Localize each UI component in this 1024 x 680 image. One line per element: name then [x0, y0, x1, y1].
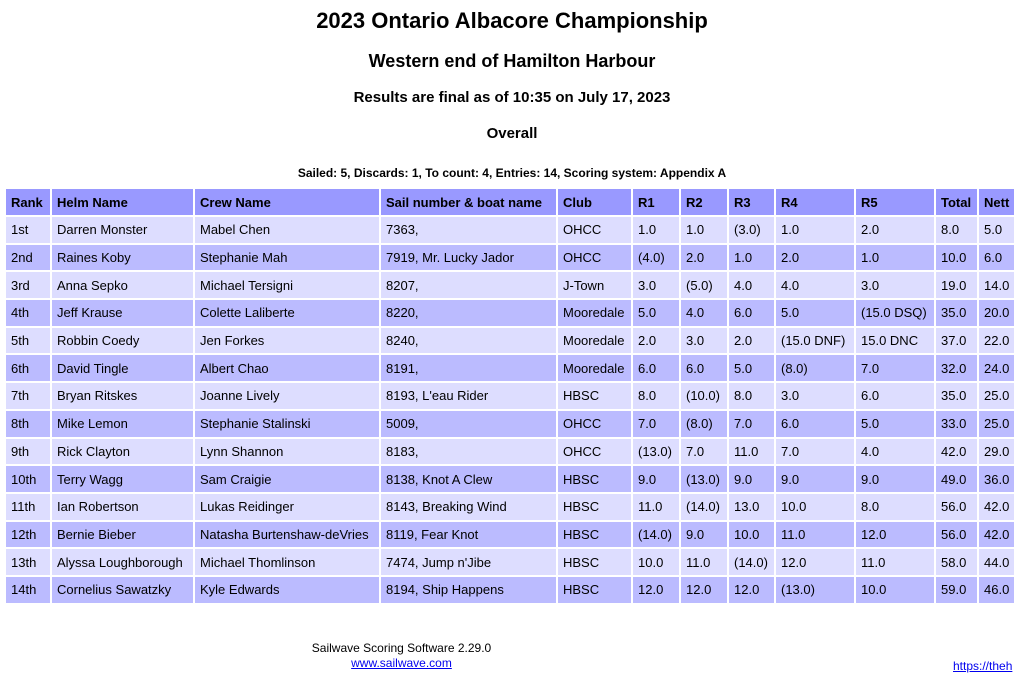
table-cell: 2nd	[6, 245, 50, 271]
table-cell: 11.0	[729, 439, 774, 465]
table-cell: (4.0)	[633, 245, 679, 271]
table-cell: Raines Koby	[52, 245, 193, 271]
table-cell: 9.0	[681, 522, 727, 548]
table-row	[6, 411, 1014, 437]
table-cell: 10.0	[936, 245, 977, 271]
table-cell: 3rd	[6, 272, 50, 298]
table-cell: Natasha Burtenshaw-deVries	[195, 522, 379, 548]
table-cell: 3.0	[776, 383, 854, 409]
table-cell: Darren Monster	[52, 217, 193, 243]
table-cell: 8.0	[729, 383, 774, 409]
table-cell: 44.0	[979, 549, 1014, 575]
table-cell: (14.0)	[729, 549, 774, 575]
table-cell: 10.0	[856, 577, 934, 603]
table-cell: 4.0	[856, 439, 934, 465]
table-cell: 2.0	[776, 245, 854, 271]
table-cell: 9.0	[729, 466, 774, 492]
table-cell: 9.0	[633, 466, 679, 492]
table-row	[6, 383, 1014, 409]
software-credit: Sailwave Scoring Software 2.29.0	[311, 641, 492, 655]
table-cell: 2.0	[729, 328, 774, 354]
table-cell: 6.0	[681, 355, 727, 381]
table-cell: 8193, L'eau Rider	[381, 383, 556, 409]
table-cell: 59.0	[936, 577, 977, 603]
table-cell: 11th	[6, 494, 50, 520]
table-cell: 12.0	[776, 549, 854, 575]
table-cell: 7.0	[729, 411, 774, 437]
venue-heading: Western end of Hamilton Harbour	[368, 51, 656, 71]
column-header: R4	[776, 189, 854, 215]
table-cell: Cornelius Sawatzky	[52, 577, 193, 603]
table-cell: 14th	[6, 577, 50, 603]
table-cell: HBSC	[558, 549, 631, 575]
table-cell: 33.0	[936, 411, 977, 437]
table-cell: 6th	[6, 355, 50, 381]
table-cell: (14.0)	[633, 522, 679, 548]
table-cell: 3.0	[633, 272, 679, 298]
table-cell: (14.0)	[681, 494, 727, 520]
column-header: R1	[633, 189, 679, 215]
table-cell: 13.0	[729, 494, 774, 520]
table-cell: 7.0	[776, 439, 854, 465]
table-cell: J-Town	[558, 272, 631, 298]
table-cell: Mike Lemon	[52, 411, 193, 437]
table-cell: Stephanie Mah	[195, 245, 379, 271]
table-cell: 5.0	[979, 217, 1014, 243]
column-header: Total	[936, 189, 977, 215]
table-cell: (15.0 DSQ)	[856, 300, 934, 326]
table-cell: Joanne Lively	[195, 383, 379, 409]
table-cell: 9th	[6, 439, 50, 465]
table-cell: OHCC	[558, 439, 631, 465]
table-cell: 7.0	[681, 439, 727, 465]
table-cell: 5.0	[633, 300, 679, 326]
table-row	[6, 522, 1014, 548]
table-cell: 5th	[6, 328, 50, 354]
table-cell: 6.0	[979, 245, 1014, 271]
table-cell: Colette Laliberte	[195, 300, 379, 326]
table-cell: 4.0	[681, 300, 727, 326]
table-cell: Mabel Chen	[195, 217, 379, 243]
table-cell: 11.0	[856, 549, 934, 575]
table-cell: HBSC	[558, 522, 631, 548]
table-cell: 12.0	[729, 577, 774, 603]
table-row	[6, 466, 1014, 492]
column-header: Rank	[6, 189, 50, 215]
column-header: Club	[558, 189, 631, 215]
table-cell: OHCC	[558, 245, 631, 271]
table-cell: 12.0	[856, 522, 934, 548]
table-cell: Mooredale	[558, 300, 631, 326]
table-cell: 56.0	[936, 522, 977, 548]
table-cell: 6.0	[633, 355, 679, 381]
table-cell: 35.0	[936, 383, 977, 409]
table-cell: 2.0	[633, 328, 679, 354]
table-cell: OHCC	[558, 411, 631, 437]
table-cell: HBSC	[558, 494, 631, 520]
table-cell: HBSC	[558, 577, 631, 603]
table-row	[6, 217, 1014, 243]
table-cell: 1.0	[681, 217, 727, 243]
table-cell: 6.0	[729, 300, 774, 326]
table-cell: 7363,	[381, 217, 556, 243]
table-cell: 22.0	[979, 328, 1014, 354]
table-cell: 9.0	[856, 466, 934, 492]
table-cell: 8183,	[381, 439, 556, 465]
table-cell: 42.0	[979, 522, 1014, 548]
section-heading: Overall	[486, 125, 538, 142]
table-cell: 11.0	[681, 549, 727, 575]
table-cell: Ian Robertson	[52, 494, 193, 520]
table-cell: 7.0	[856, 355, 934, 381]
table-cell: 5.0	[776, 300, 854, 326]
table-cell: (8.0)	[776, 355, 854, 381]
table-cell: 24.0	[979, 355, 1014, 381]
table-cell: 42.0	[936, 439, 977, 465]
table-cell: Albert Chao	[195, 355, 379, 381]
table-cell: 8220,	[381, 300, 556, 326]
footer	[300, 641, 503, 671]
table-cell: 15.0 DNC	[856, 328, 934, 354]
table-cell: 11.0	[633, 494, 679, 520]
table-cell: 8.0	[633, 383, 679, 409]
table-cell: 8.0	[936, 217, 977, 243]
table-cell: 35.0	[936, 300, 977, 326]
table-cell: 36.0	[979, 466, 1014, 492]
table-row	[6, 355, 1014, 381]
table-cell: 13th	[6, 549, 50, 575]
table-cell: 11.0	[776, 522, 854, 548]
table-cell: HBSC	[558, 466, 631, 492]
table-cell: Stephanie Stalinski	[195, 411, 379, 437]
table-cell: 58.0	[936, 549, 977, 575]
table-cell: Jeff Krause	[52, 300, 193, 326]
table-cell: Michael Tersigni	[195, 272, 379, 298]
table-cell: 1st	[6, 217, 50, 243]
table-cell: 10.0	[776, 494, 854, 520]
table-cell: 3.0	[856, 272, 934, 298]
table-cell: 8119, Fear Knot	[381, 522, 556, 548]
table-cell: (3.0)	[729, 217, 774, 243]
table-cell: 3.0	[681, 328, 727, 354]
table-cell: 8138, Knot A Clew	[381, 466, 556, 492]
table-cell: 46.0	[979, 577, 1014, 603]
external-link[interactable]: https://theh	[953, 659, 1013, 673]
table-cell: 5.0	[856, 411, 934, 437]
table-cell: Lynn Shannon	[195, 439, 379, 465]
table-cell: Sam Craigie	[195, 466, 379, 492]
table-cell: Kyle Edwards	[195, 577, 379, 603]
table-cell: 5.0	[729, 355, 774, 381]
table-cell: (5.0)	[681, 272, 727, 298]
table-cell: 8191,	[381, 355, 556, 381]
table-cell: 4.0	[729, 272, 774, 298]
table-cell: (15.0 DNF)	[776, 328, 854, 354]
table-row	[6, 245, 1014, 271]
table-cell: 4.0	[776, 272, 854, 298]
table-header-row	[6, 189, 1014, 215]
table-cell: 5009,	[381, 411, 556, 437]
table-cell: Bryan Ritskes	[52, 383, 193, 409]
column-header: Crew Name	[195, 189, 379, 215]
table-cell: 1.0	[856, 245, 934, 271]
table-cell: 2.0	[856, 217, 934, 243]
table-row	[6, 439, 1014, 465]
series-summary: Sailed: 5, Discards: 1, To count: 4, Entries: 14, Scoring system: Appendix A	[297, 166, 727, 180]
page-title: 2023 Ontario Albacore Championship	[316, 8, 708, 33]
table-cell: 12.0	[681, 577, 727, 603]
table-cell: 1.0	[776, 217, 854, 243]
table-cell: Anna Sepko	[52, 272, 193, 298]
table-row	[6, 494, 1014, 520]
table-cell: 20.0	[979, 300, 1014, 326]
table-cell: 6.0	[856, 383, 934, 409]
table-cell: 10.0	[633, 549, 679, 575]
table-cell: 32.0	[936, 355, 977, 381]
table-cell: 12th	[6, 522, 50, 548]
column-header: Helm Name	[52, 189, 193, 215]
table-cell: 8240,	[381, 328, 556, 354]
table-cell: 12.0	[633, 577, 679, 603]
table-cell: 42.0	[979, 494, 1014, 520]
table-cell: 7919, Mr. Lucky Jador	[381, 245, 556, 271]
table-cell: 8207,	[381, 272, 556, 298]
results-status: Results are final as of 10:35 on July 17, 2023	[353, 89, 671, 106]
table-cell: 25.0	[979, 411, 1014, 437]
table-cell: 14.0	[979, 272, 1014, 298]
table-cell: Mooredale	[558, 328, 631, 354]
table-cell: Mooredale	[558, 355, 631, 381]
table-cell: 10th	[6, 466, 50, 492]
table-cell: Bernie Bieber	[52, 522, 193, 548]
table-row	[6, 549, 1014, 575]
table-row	[6, 272, 1014, 298]
table-cell: David Tingle	[52, 355, 193, 381]
table-row	[6, 300, 1014, 326]
table-cell: 8143, Breaking Wind	[381, 494, 556, 520]
table-cell: 7474, Jump n'Jibe	[381, 549, 556, 575]
table-row	[6, 328, 1014, 354]
table-cell: 8194, Ship Happens	[381, 577, 556, 603]
table-cell: 29.0	[979, 439, 1014, 465]
column-header: Nett	[979, 189, 1014, 215]
table-cell: 1.0	[729, 245, 774, 271]
table-cell: 4th	[6, 300, 50, 326]
table-cell: 10.0	[729, 522, 774, 548]
table-cell: Michael Thomlinson	[195, 549, 379, 575]
results-table	[4, 187, 1016, 605]
table-cell: (8.0)	[681, 411, 727, 437]
column-header: Sail number & boat name	[381, 189, 556, 215]
table-row	[6, 577, 1014, 603]
table-cell: Rick Clayton	[52, 439, 193, 465]
table-cell: Alyssa Loughborough	[52, 549, 193, 575]
table-cell: 7th	[6, 383, 50, 409]
table-cell: (13.0)	[633, 439, 679, 465]
table-cell: (13.0)	[681, 466, 727, 492]
table-cell: Robbin Coedy	[52, 328, 193, 354]
table-cell: 19.0	[936, 272, 977, 298]
table-cell: Lukas Reidinger	[195, 494, 379, 520]
table-cell: Jen Forkes	[195, 328, 379, 354]
column-header: R5	[856, 189, 934, 215]
sailwave-link[interactable]: www.sailwave.com	[351, 656, 452, 670]
table-cell: 6.0	[776, 411, 854, 437]
table-cell: 7.0	[633, 411, 679, 437]
table-cell: 2.0	[681, 245, 727, 271]
table-cell: 1.0	[633, 217, 679, 243]
table-cell: 8.0	[856, 494, 934, 520]
table-cell: (13.0)	[776, 577, 854, 603]
table-cell: Terry Wagg	[52, 466, 193, 492]
table-cell: 25.0	[979, 383, 1014, 409]
table-cell: HBSC	[558, 383, 631, 409]
table-cell: 49.0	[936, 466, 977, 492]
table-cell: 8th	[6, 411, 50, 437]
table-cell: OHCC	[558, 217, 631, 243]
column-header: R3	[729, 189, 774, 215]
table-cell: 56.0	[936, 494, 977, 520]
table-cell: (10.0)	[681, 383, 727, 409]
table-cell: 37.0	[936, 328, 977, 354]
table-cell: 9.0	[776, 466, 854, 492]
column-header: R2	[681, 189, 727, 215]
